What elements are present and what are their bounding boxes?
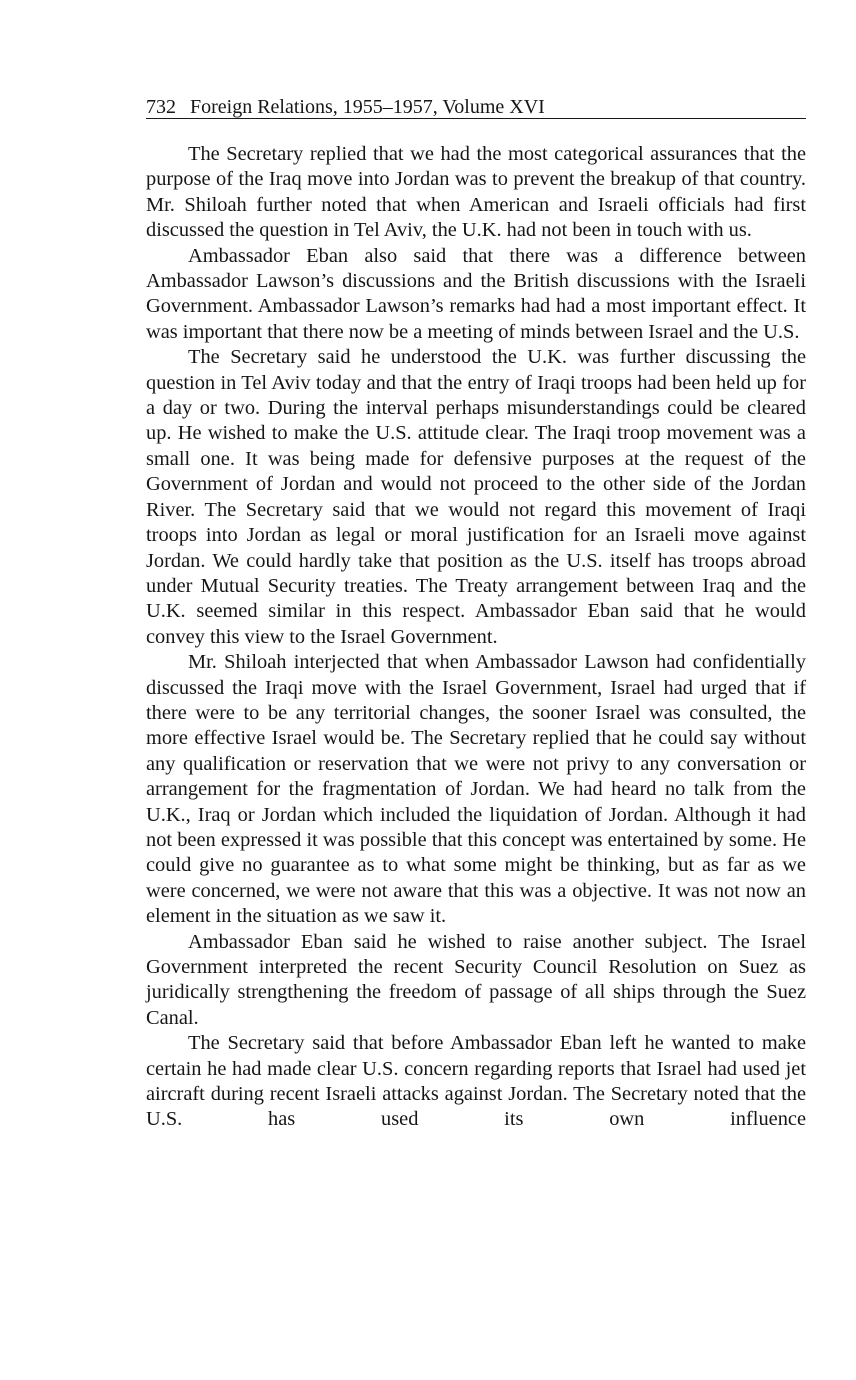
document-body bbox=[146, 142, 806, 1133]
running-title: Foreign Relations, 1955–1957, Volume XVI bbox=[190, 96, 545, 118]
paragraph-eban-lawson-discussions: Ambassador Eban also said that there was a difference between Ambassador Lawson’s discussions and the British discussions with the Israeli Government. Ambassador Lawson’s remarks had had a most important effect. It was important that there now be a meeting of minds between Israel and the U.S. bbox=[146, 244, 806, 343]
paragraph-shiloah-interjection: Mr. Shiloah interjected that when Ambassador Lawson had confidentially discussed the Iraqi move with the Israel Government, Israel had urged that if there were to be any territorial changes, the sooner Israel was consulted, the more effective Israel would be. The Secretary replied that he could say without any qualification or reservation that we were not privy to any conversation or arrangement for the fragmentation of Jordan. We had heard no talk from the U.K., Iraq or Jordan which included the liquidation of Jordan. Although it had not been expressed it was possible that this concept was entertained by some. He could give no guarantee as to what some might be thinking, but as far as we were concerned, we were not aware that this was a objective. It was not now an element in the situation as we saw it. bbox=[146, 651, 806, 928]
page-header bbox=[146, 96, 806, 119]
paragraph-secretary-iraqi-troops: The Secretary said he understood the U.K. was further discussing the question in Tel Aviv today and that the entry of Iraqi troops had been held up for a day or two. During the interval perhaps misunderstandings could be cleared up. He wished to make the U.S. attitude clear. The Iraqi troop movement was a small one. It was being made for defensive purposes at the request of the Government of Jordan and would not proceed to the other side of the Jordan River. The Secretary said that we would not regard this movement of Iraqi troops into Jordan as legal or moral justification for an Israeli move against Jordan. We could hardly take that position as the U.S. itself has troops abroad under Mutual Security treaties. The Treaty arrangement between Iraq and the U.K. seemed similar in this respect. Ambassador Eban said that he would convey this view to the Israel Government. bbox=[146, 346, 806, 648]
paragraph-eban-suez-resolution: Ambassador Eban said he wished to raise another subject. The Israel Government interpreted the recent Security Council Resolution on Suez as juridically strengthening the freedom of passage of all ships through the Suez Canal. bbox=[146, 930, 806, 1029]
paragraph-secretary-jet-aircraft: The Secretary said that before Ambassador Eban left he wanted to make certain he had made clear U.S. concern regarding reports that Israel had used jet aircraft during recent Israeli attacks against Jordan. The Secretary noted that the U.S. has used its own influence bbox=[146, 1032, 806, 1131]
paragraph-secretary-assurances: The Secretary replied that we had the most categorical assurances that the purpose of the Iraq move into Jordan was to prevent the breakup of that country. Mr. Shiloah further noted that when American and Israeli officials had first discussed the question in Tel Aviv, the U.K. had not been in touch with us. bbox=[146, 143, 806, 242]
page-number: 732 bbox=[146, 96, 176, 118]
